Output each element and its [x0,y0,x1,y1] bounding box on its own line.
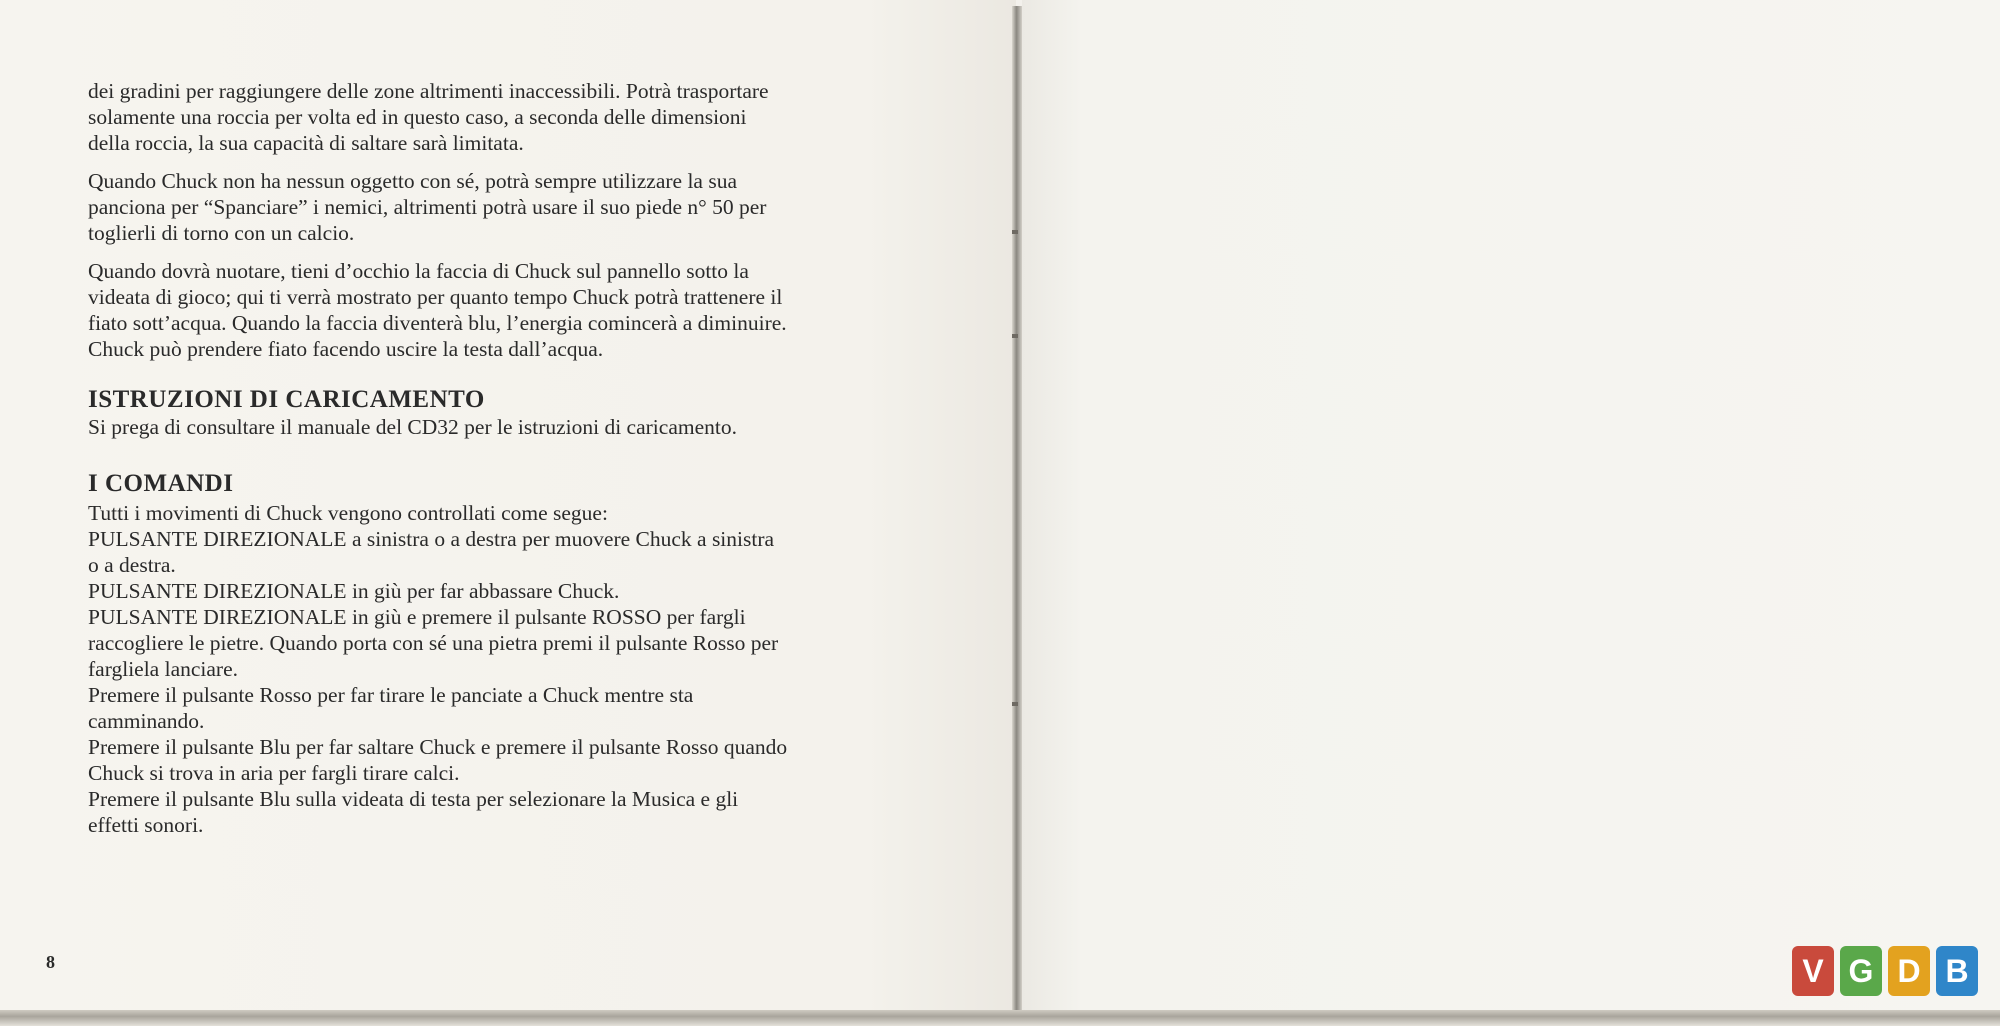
controls-line: effetti sonori. [88,813,204,837]
gutter-staple [1012,702,1018,706]
logo-tile: V [1792,946,1834,996]
right-page-blank [1022,0,2000,1010]
loading-text: Si prega di consultare il manuale del CD32 per le istruzioni di caricamento. [88,415,737,439]
controls-line: Premere il pulsante Blu sulla videata di testa per selezionare la Musica e gli [88,787,739,811]
controls-line: Premere il pulsante Rosso per far tirare le panciate a Chuck mentre sta [88,683,694,707]
text-line: della roccia, la sua capacità di saltare sarà limitata. [88,131,524,155]
book-gutter [1012,6,1022,1010]
logo-tile: B [1936,946,1978,996]
paragraph-rocks [88,78,968,156]
controls-line: PULSANTE DIREZIONALE in giù e premere il pulsante ROSSO per fargli [88,605,746,629]
manual-text [88,78,968,838]
controls-heading: I COMANDI [88,470,234,497]
logo-tile: D [1888,946,1930,996]
controls-line: Premere il pulsante Blu per far saltare Chuck e premere il pulsante Rosso quando [88,735,788,759]
controls-line: PULSANTE DIREZIONALE in giù per far abbassare Chuck. [88,579,620,603]
paragraph-swimming [88,258,968,362]
text-line: panciona per “Spanciare” i nemici, altrimenti potrà usare il suo piede n° 50 per [88,195,767,219]
text-line: Quando dovrà nuotare, tieni d’occhio la faccia di Chuck sul pannello sotto la [88,259,749,283]
controls-line: camminando. [88,709,205,733]
controls-line: Chuck si trova in aria per fargli tirare calci. [88,761,460,785]
controls-line: fargliela lanciare. [88,657,239,681]
text-line: solamente una roccia per volta ed in questo caso, a seconda delle dimensioni [88,105,747,129]
text-line: videata di gioco; qui ti verrà mostrato per quanto tempo Chuck potrà trattenere il [88,285,783,309]
text-line: Quando Chuck non ha nessun oggetto con sé, potrà sempre utilizzare la sua [88,169,737,193]
controls-line: o a destra. [88,553,176,577]
controls-line: Tutti i movimenti di Chuck vengono controllati come segue: [88,501,608,525]
text-line: Chuck può prendere fiato facendo uscire la testa dall’acqua. [88,337,604,361]
page-bottom-edge [0,1010,2000,1026]
controls-line: PULSANTE DIREZIONALE a sinistra o a destra per muovere Chuck a sinistra [88,527,775,551]
text-line: toglierli di torno con un calcio. [88,221,355,245]
text-line: dei gradini per raggiungere delle zone altrimenti inaccessibili. Potrà trasportare [88,79,769,103]
paragraph-belly [88,168,968,246]
loading-heading: ISTRUZIONI DI CARICAMENTO [88,386,485,413]
vgdb-logo [1792,940,1992,1002]
logo-tile: G [1840,946,1882,996]
page-number: 8 [46,952,55,972]
text-line: fiato sott’acqua. Quando la faccia diventerà blu, l’energia comincerà a diminuire. [88,311,787,335]
gutter-staple [1012,230,1018,234]
controls-line: raccogliere le pietre. Quando porta con sé una pietra premi il pulsante Rosso per [88,631,779,655]
controls-list [88,500,968,838]
gutter-staple [1012,334,1018,338]
